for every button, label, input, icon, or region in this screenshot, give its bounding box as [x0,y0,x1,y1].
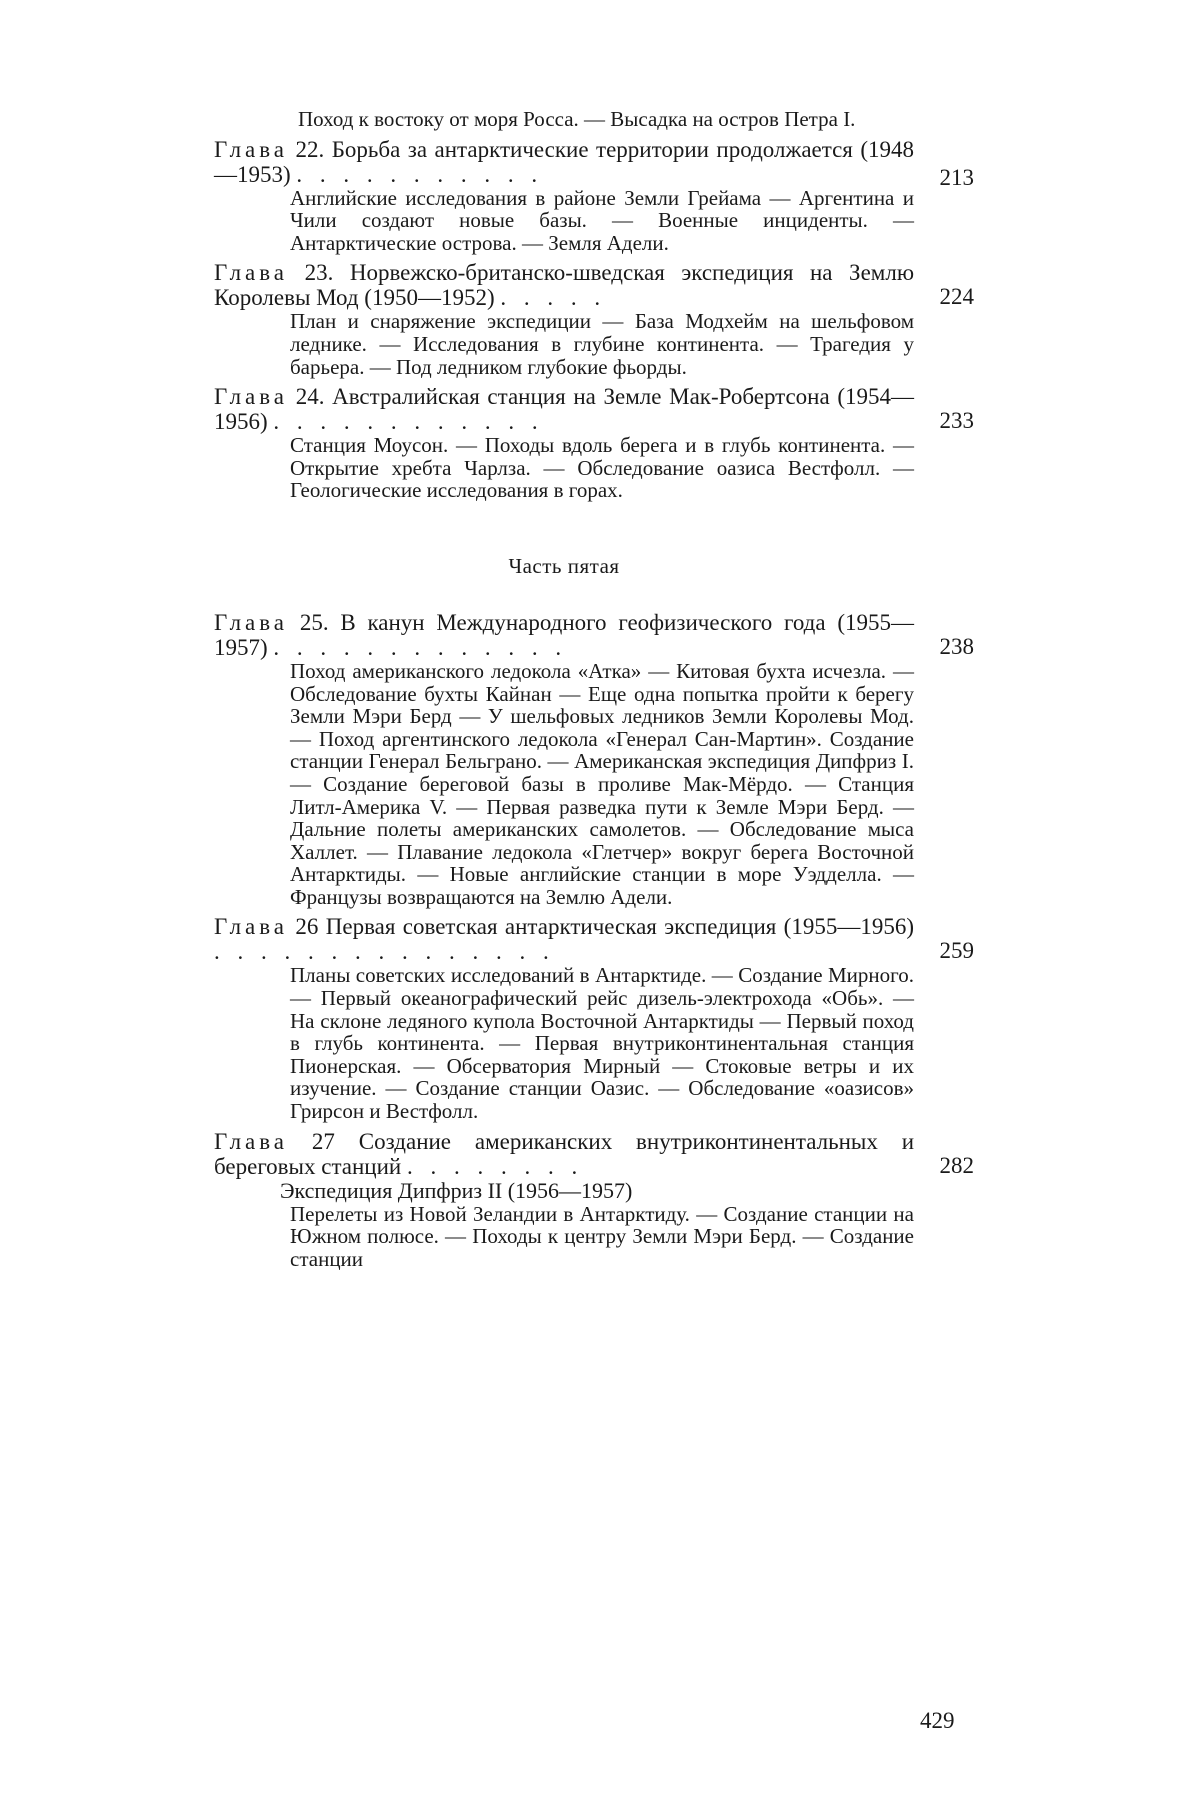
chapter-word: Глава [214,384,289,410]
part-heading: Часть пятая [508,553,620,578]
chapter-title: 26 Первая советская антарктическая экспедиция (1955—1956) [295,914,915,940]
entry-description: Поход к востоку от моря Росса. — Высадка на остров Петра I. [298,107,856,131]
entry-description: Планы советских исследований в Антарктиде. — Создание Мирного. — Первый океанографический рейс дизель-электрохода «Обь». — На склоне ледяного купола Восточной Антарктиды — Первый поход в глубь континента. — Первая внутриконтинентальная станция Пионерская. — Обсерватория Мирный — Стоковые ветры и их изучение. — Создание станции Оазис. — Обследование «оазисов» Грирсон и Вестфолл. [290,963,914,1124]
entry-description: Станция Моусон. — Походы вдоль берега и в глубь континента. — Открытие хребта Чарлза. — Обследование оазиса Вестфолл. — Геологические исследования в горах. [290,433,914,503]
chapter-title: 25. В канун Международного геофизического года (1955—1957) [214,609,915,660]
leader-dots: . . . . . [500,285,607,311]
entry-description: Поход американского ледокола «Атка» — Китовая бухта исчезла. — Обследование бухты Кайнан — Еще одна попытка пройти к берегу Земли Мэри Берд — У шельфовых ледников Земли Королевы Мод. — Поход аргентинского ледокола «Генерал Сан-Мартин». Создание станции Генерал Бельграно. — Американская экспедиция Дипфриз I. — Создание береговой базы в проливе Мак-Мёрдо. — Станция Литл-Америка V. — Первая разведка пути к Земле Мэри Берд. — Дальние полеты американских самолетов. — Обследование мыса Халлет. — Плавание ледокола «Глетчер» вокруг берега Восточной Антарктиды. — Новые английские станции в море Уэдделла. — Французы возвращаются на Землю Адели. [290,658,914,909]
folio-page-number: 429 [920,1708,955,1733]
page-number: 259 [939,938,974,964]
entry-description: Английские исследования в районе Земли Грейама — Аргентина и Чили создают новые базы. — Военные инциденты. — Антарктические острова. — Земля Адели. [290,185,914,255]
toc-entry-23 [214,260,974,378]
chapter-title: 23. Норвежско-британско-шведская экспедиция на Землю Королевы Мод (1950—1952) [214,260,914,311]
chapter-title: 27 Создание американских внутриконтинентальных и береговых станций [214,1128,915,1179]
chapter-word: Глава [214,609,289,635]
chapter-word: Глава [214,1128,289,1154]
page-number: 238 [939,633,974,659]
entry-subheading: Экспедиция Дипфриз II (1956—1957) [280,1177,633,1203]
page-number: 282 [939,1152,974,1178]
chapter-title: 22. Борьба за антарктические территории продолжается (1948—1953) [214,136,915,187]
entry-description: Перелеты из Новой Зеландии в Антарктиду. — Создание станции на Южном полюсе. — Походы к центру Земли Мэри Берд. — Создание станции [290,1201,914,1271]
page-number: 224 [939,284,974,310]
chapter-title: 24. Австралийская станция на Земле Мак-Робертсона (1954—1956) [214,384,914,435]
leader-dots: . . . . . . . . [406,1153,584,1179]
chapter-word: Глава [214,260,289,286]
entry-description: План и снаряжение экспедиции — База Модхейм на шельфовом леднике. — Исследования в глубине континента. — Трагедия у барьера. — Под ледником глубокие фьорды. [290,309,914,379]
leader-dots: . . . . . . . . . . . . . [273,634,568,660]
toc-entry-24 [214,384,974,502]
table-of-contents [214,108,974,1276]
chapter-word: Глава [214,914,289,940]
toc-entry-22 [214,137,974,255]
toc-entry-27 [214,1129,974,1271]
leader-dots: . . . . . . . . . . . [296,161,544,187]
page-number: 233 [939,408,974,434]
leader-dots: . . . . . . . . . . . . . . . [214,939,555,965]
chapter-word: Глава [214,136,289,162]
leader-dots: . . . . . . . . . . . . [273,409,544,435]
toc-entry-26 [214,914,974,1122]
page-number: 213 [939,164,974,190]
toc-entry-25 [214,610,974,909]
